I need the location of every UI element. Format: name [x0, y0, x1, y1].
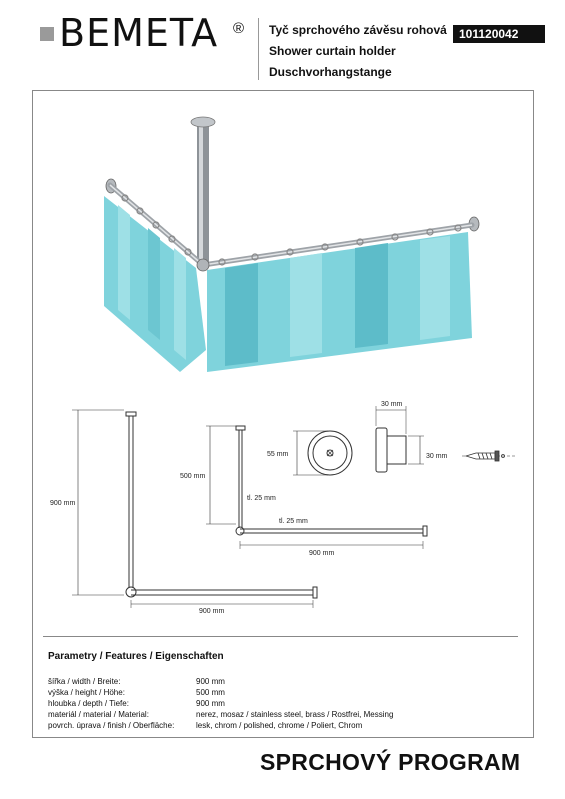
registered-mark: ® [233, 20, 245, 37]
spec-value: nerez, mosaz / stainless steel, brass / Rostfrei, Messing [196, 710, 394, 719]
spec-value: 900 mm [196, 677, 225, 686]
title-en: Shower curtain holder [269, 44, 396, 58]
spec-table [48, 676, 393, 731]
spec-value: 500 mm [196, 688, 225, 697]
features-separator [43, 636, 518, 637]
dim-30-side: 30 mm [426, 453, 448, 460]
dim-900-horizontal: 900 mm [199, 608, 225, 615]
spec-label: výška / height / Höhe: [48, 688, 125, 697]
product-code-badge: 101120042 [453, 25, 545, 43]
features-heading: Parametry / Features / Eigenschaften [48, 651, 224, 662]
spec-label: materiál / material / Material: [48, 710, 149, 719]
tl-25-vertical: tl. 25 mm [247, 495, 276, 502]
dim-30-top: 30 mm [381, 401, 403, 408]
spec-label: hloubka / depth / Tiefe: [48, 699, 129, 708]
title-de: Duschvorhangstange [269, 65, 392, 79]
program-title: SPRCHOVÝ PROGRAM [260, 749, 521, 775]
spec-label: povrch. úprava / finish / Oberfläche: [48, 721, 175, 730]
dim-900-vertical: 900 mm [50, 500, 76, 507]
dim-900-detail: 900 mm [309, 550, 335, 557]
drawing-middle [206, 426, 427, 549]
corner-joint [197, 259, 209, 271]
dim-55: 55 mm [267, 451, 289, 458]
flange-side-view [376, 406, 424, 472]
spec-row-height [48, 687, 393, 698]
tl-25-horizontal: tl. 25 mm [279, 518, 308, 525]
spec-row-width [48, 676, 393, 687]
ceiling-flange [191, 117, 215, 127]
product-photo [104, 117, 479, 372]
spec-row-material [48, 709, 393, 720]
spec-label: šířka / width / Breite: [48, 677, 121, 686]
title-cs: Tyč sprchového závěsu rohová [269, 23, 447, 37]
spec-row-depth [48, 698, 393, 709]
dim-500: 500 mm [180, 473, 206, 480]
flange-front-view [293, 431, 352, 475]
spec-value: 900 mm [196, 699, 225, 708]
spec-value: lesk, chrom / polished, chrome / Poliert, Chrom [196, 721, 363, 730]
brand-logo: BEMETA [59, 11, 219, 55]
screw-drawing [462, 451, 515, 461]
drawing-left [72, 410, 317, 608]
spec-row-finish [48, 720, 393, 731]
